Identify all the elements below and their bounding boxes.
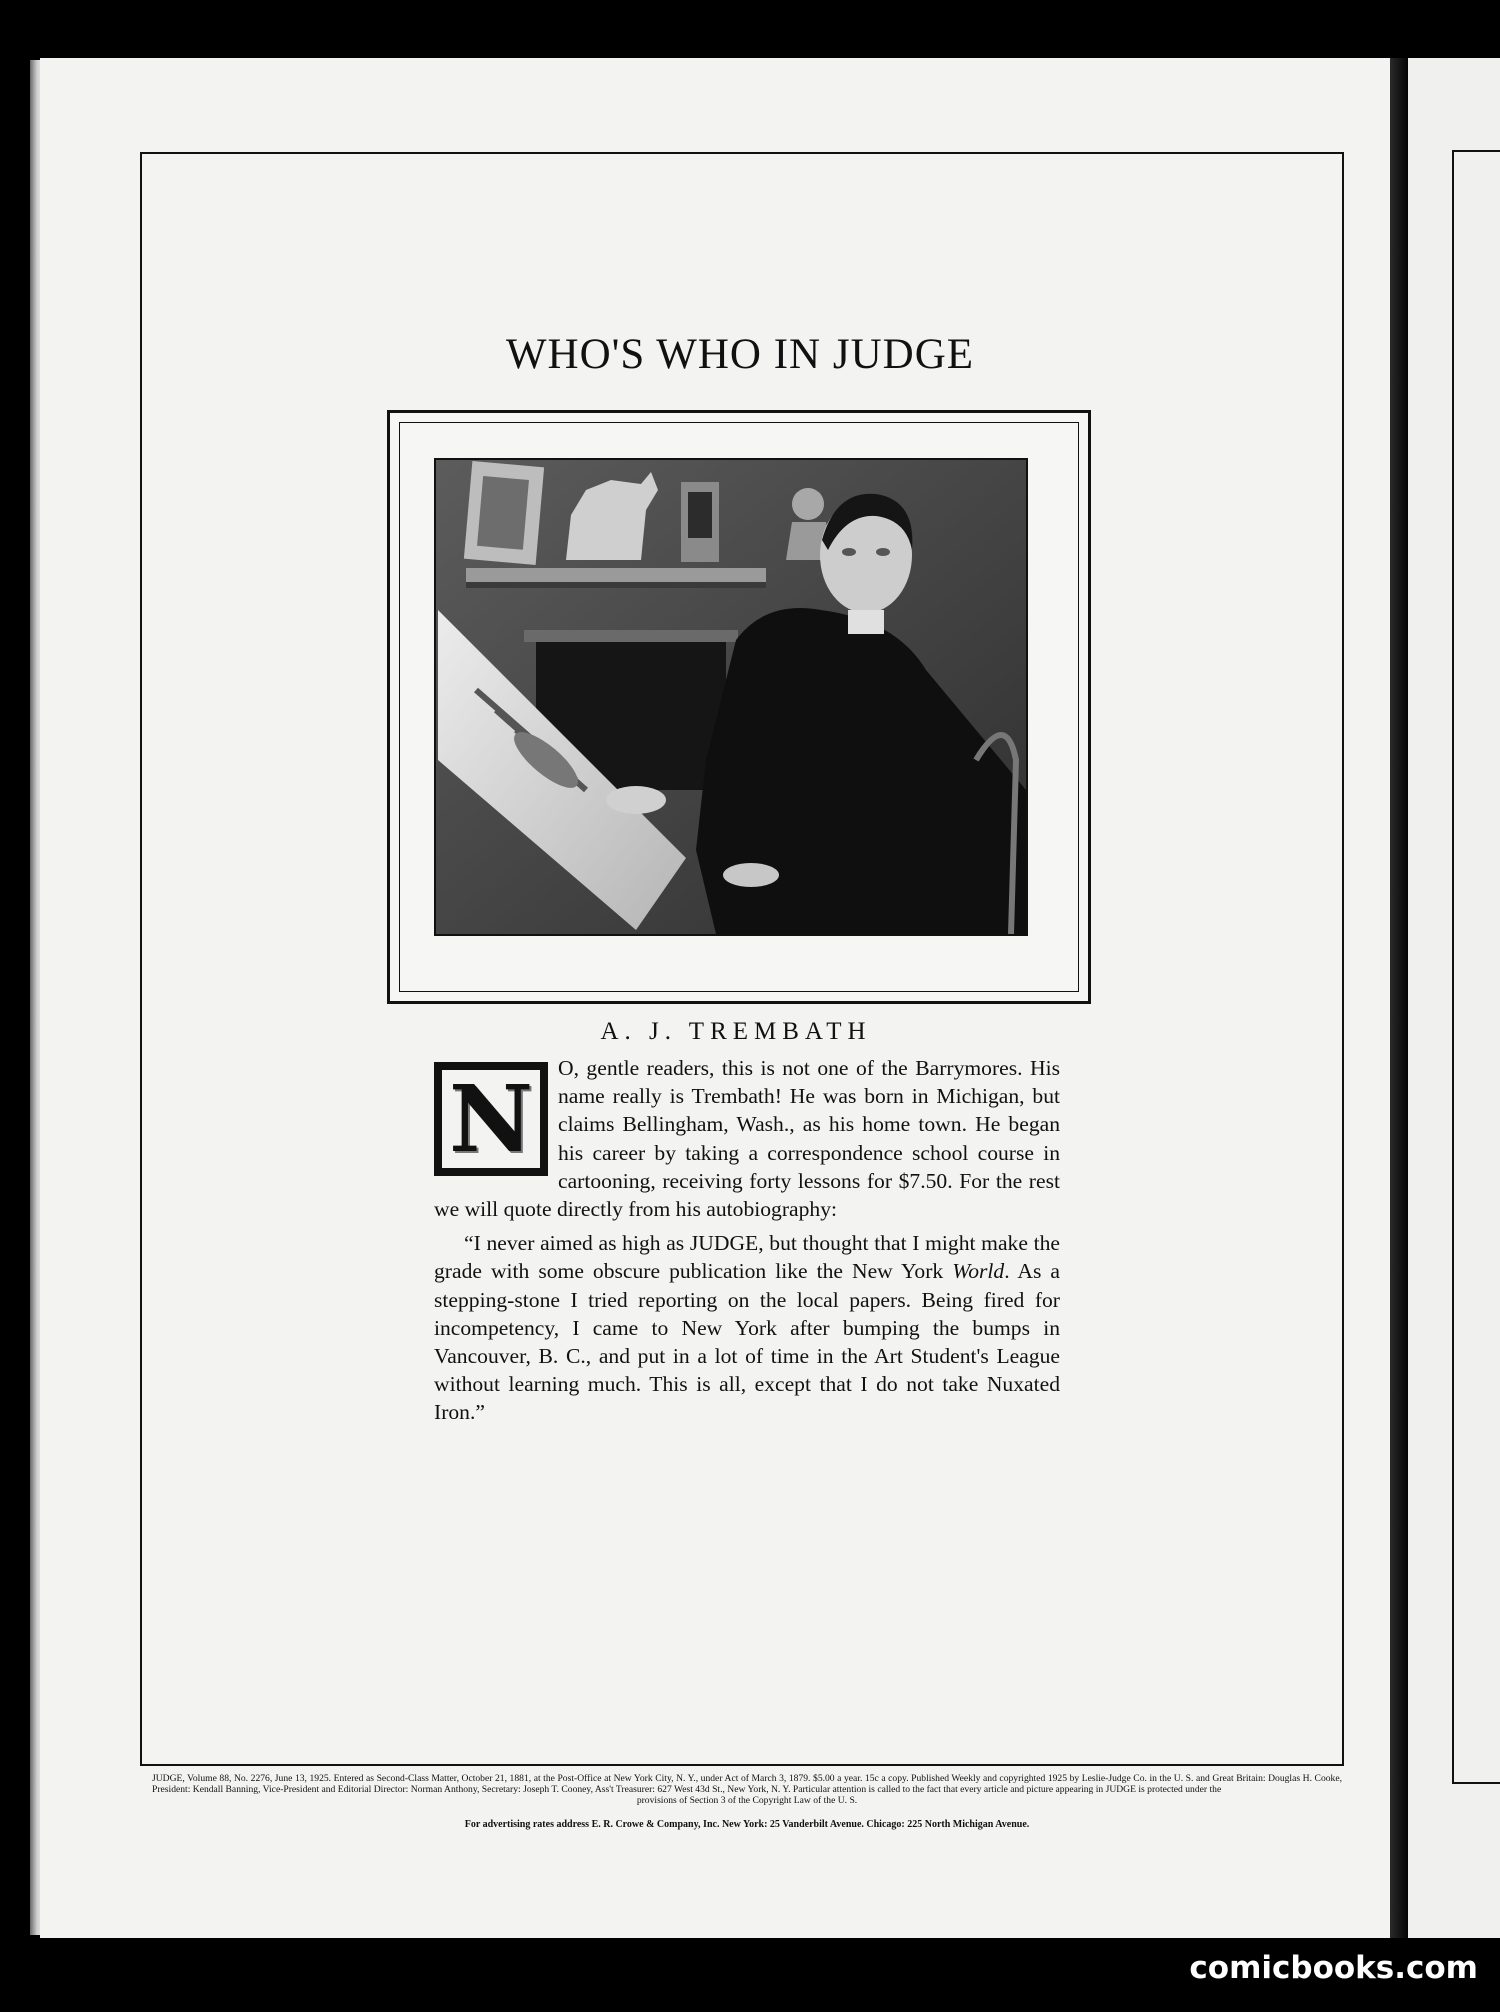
paragraph-2-text-end: . As a stepping-stone I tried reporting on the local papers. Being fired for incompetency, I came to New York after bumping the bumps in Vancouver, B. C., and put in a lot of time in the Art Student's League without learning much. This is all, except that I do not take Nuxated Iron.” bbox=[434, 1259, 1060, 1425]
imprint-text: JUDGE, Volume 88, No. 2276, June 13, 1925. Entered as Second-Class Matter, October 21, 1881, at the Post-Office at New York City, N. Y., under Act of March 3, 1879. $5.00 a year. 15c a copy. Published Weekly and copyrighted 1925 by Leslie-Judge Co. in the U. S. and Great Britain: Douglas H. Cooke, President: Kendall Banning, Vice-President and Editorial Director: Norman Anthony, Secretary: Joseph T. Cooney, Ass't Treasurer: 627 West 43d St., New York, N. Y. Particular attention is called to the fact that every article and picture appearing in JUDGE is protected under the bbox=[152, 1773, 1342, 1795]
photo-frame bbox=[387, 410, 1091, 1004]
article-paragraph-1: O, gentle readers, this is not one of the Barrymores. His name really is Trembath! He was born in Michigan, but claims Bellingham, Wash., as his home town. He began his career by taking a correspondence school course in cartooning, receiving forty lessons for $7.50. For the rest we will quote directly from his autobiography: bbox=[434, 1056, 1060, 1222]
publication-name-italic: World bbox=[952, 1259, 1005, 1284]
author-byline: A. J. TREMBATH bbox=[600, 1018, 872, 1045]
site-watermark: comicbooks.com bbox=[1189, 1950, 1478, 1986]
book-gutter bbox=[1390, 58, 1410, 1938]
facing-page-frame bbox=[1452, 150, 1500, 1784]
portrait-photo bbox=[434, 458, 1028, 936]
article-body bbox=[434, 1054, 1060, 1427]
decorative-dropcap bbox=[434, 1062, 548, 1176]
article-paragraph-2 bbox=[434, 1229, 1060, 1426]
page-title: WHO'S WHO IN JUDGE bbox=[505, 331, 975, 378]
dropcap-letter: N bbox=[448, 1065, 534, 1173]
imprint-text-end: provisions of Section 3 of the Copyright Law of the U. S. bbox=[636, 1795, 858, 1806]
publication-imprint bbox=[152, 1773, 1342, 1806]
paragraph-2-text-start: “I never aimed as high as JUDGE, but thought that I might make the grade with some obscure publication like the New York bbox=[434, 1231, 1060, 1284]
advertising-contact: For advertising rates address E. R. Crowe & Company, Inc. New York: 25 Vanderbilt Avenue. Chicago: 225 North Michigan Avenue. bbox=[464, 1819, 1030, 1830]
dropcap-ornament bbox=[442, 1065, 540, 1173]
